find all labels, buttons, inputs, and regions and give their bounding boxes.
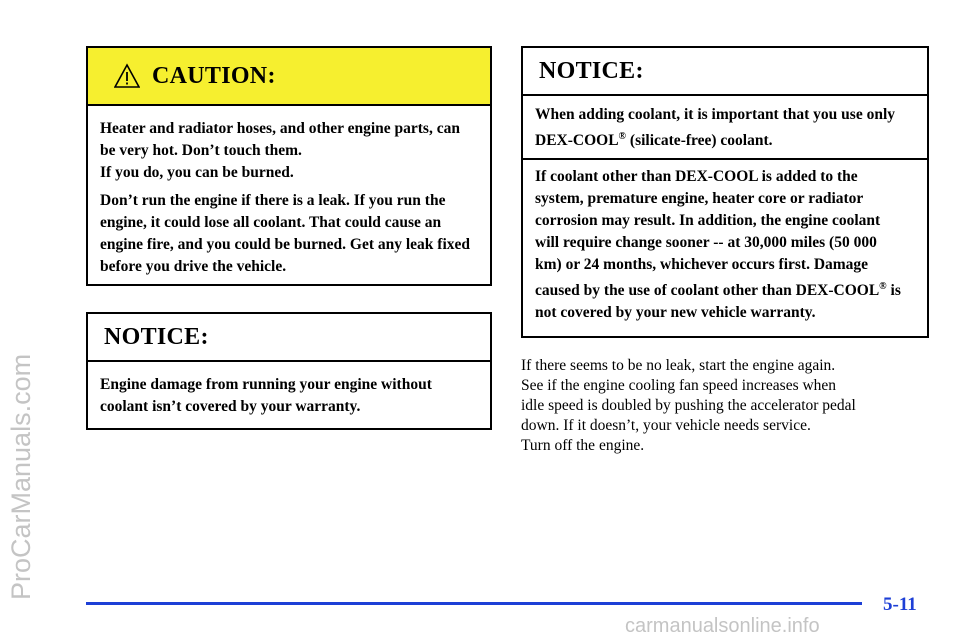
notice-right-header — [523, 48, 927, 96]
notice-right-body — [523, 96, 927, 324]
bottom-watermark: carmanualsonline.info — [625, 615, 820, 637]
body-line-4: down. If it doesn’t, your vehicle needs service. — [521, 417, 811, 434]
body-line-2: See if the engine cooling fan speed increases when — [521, 377, 837, 394]
registered-mark: ® — [618, 131, 627, 142]
warning-triangle-icon — [114, 63, 140, 89]
notice-left-body — [88, 362, 490, 418]
notice-box-left — [86, 312, 492, 430]
notice-right-paragraph-2 — [535, 166, 907, 324]
notice-right-p2-before: If coolant other than DEX-COOL is added to the system, premature engine, heater core or radiator corrosion may result. In addition, the engine coolant will require change sooner -- at 30,000 miles (50 000 km) or 24 months, whichever occurs first. Damage caused by the use of coolant other than DEX-COOL — [535, 168, 881, 300]
notice-right-paragraph-1 — [535, 104, 895, 152]
page-number: 5-11 — [883, 594, 917, 615]
body-line-3: idle speed is doubled by pushing the accelerator pedal — [521, 397, 856, 414]
caution-title: CAUTION: — [152, 62, 276, 89]
notice-box-right — [521, 46, 929, 338]
caution-header — [88, 48, 490, 106]
notice-left-title: NOTICE: — [104, 323, 209, 350]
caution-body — [88, 106, 490, 278]
caution-paragraph-1 — [100, 118, 460, 184]
side-watermark: ProCarManuals.com — [6, 353, 36, 600]
notice-right-p1-before: When adding coolant, it is important that you use only DEX-COOL — [535, 106, 895, 150]
caution-paragraph-1-text: Heater and radiator hoses, and other engine parts, can be very hot. Don’t touch them. — [100, 120, 460, 159]
notice-right-title: NOTICE: — [539, 57, 644, 84]
notice-right-p1-after: (silicate-free) coolant. — [626, 132, 773, 150]
notice-left-paragraph: Engine damage from running your engine without coolant isn’t covered by your warranty. — [100, 376, 432, 415]
body-line-1: If there seems to be no leak, start the engine again. — [521, 357, 836, 374]
notice-right-p2-after: is not covered by your new vehicle warranty. — [535, 282, 901, 322]
caution-box — [86, 46, 492, 286]
body-line-5: Turn off the engine. — [521, 437, 645, 454]
body-text — [521, 356, 931, 456]
notice-right-divider — [523, 158, 927, 160]
caution-paragraph-2: Don’t run the engine if there is a leak. If you run the engine, it could lose all coolant. That could cause an engine fire, and you could be burned. Get any leak fixed before you drive the vehicle. — [100, 192, 471, 275]
footer-rule — [86, 602, 862, 605]
caution-paragraph-1b-text: If you do, you can be burned. — [100, 164, 294, 181]
registered-mark-2: ® — [879, 281, 887, 293]
notice-left-header — [88, 314, 490, 362]
